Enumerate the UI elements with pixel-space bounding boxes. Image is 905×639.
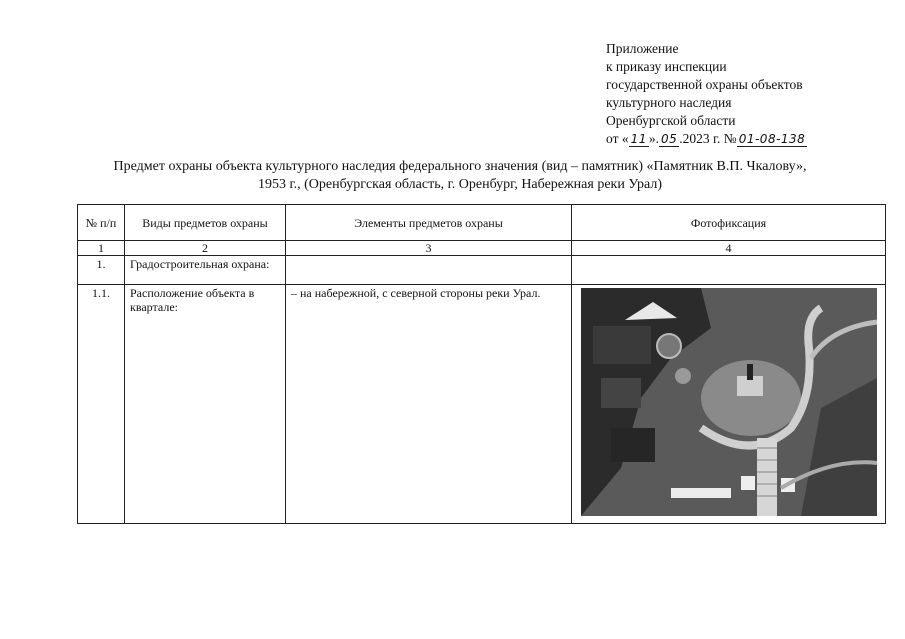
title-line-2: 1953 г., (Оренбургская область, г. Оренбург, Набережная реки Урал) xyxy=(257,177,663,192)
date-mid: ». xyxy=(648,131,660,146)
header-types: Виды предметов охраны xyxy=(125,205,286,241)
column-number-4: 4 xyxy=(572,241,886,256)
document-number: 01-08-138 xyxy=(738,132,806,146)
header-elements: Элементы предметов охраны xyxy=(286,205,572,241)
annex-line-1: Приложение xyxy=(606,41,679,56)
row-elements: – на набережной, с северной стороны реки Урал. xyxy=(286,285,572,524)
annex-line-4: культурного наследия xyxy=(606,95,732,110)
section-number: 1. xyxy=(78,256,125,285)
date-year: .2023 г. № xyxy=(679,131,737,146)
annex-block xyxy=(606,40,866,148)
annex-line-5: Оренбургской области xyxy=(606,113,736,128)
date-month: 05 xyxy=(661,132,678,146)
photo-cell xyxy=(572,285,886,524)
header-number: № п/п xyxy=(78,205,125,241)
column-number-row xyxy=(78,241,886,256)
column-number-1: 1 xyxy=(78,241,125,256)
aerial-photo xyxy=(581,288,877,516)
section-row xyxy=(78,256,886,285)
document-title xyxy=(70,158,850,194)
date-day: 11 xyxy=(630,132,647,146)
row-number: 1.1. xyxy=(78,285,125,524)
date-prefix: от « xyxy=(606,131,629,146)
row-type: Расположение объекта в квартале: xyxy=(125,285,286,524)
annex-line-3: государственной охраны объектов xyxy=(606,77,803,92)
title-line-1: Предмет охраны объекта культурного наследия федерального значения (вид – памятник) «Памятник В.П. Чкалову», xyxy=(113,159,807,174)
annex-line-2: к приказу инспекции xyxy=(606,59,727,74)
protection-table xyxy=(77,204,886,524)
table-header-row xyxy=(78,205,886,241)
section-label: Градостроительная охрана: xyxy=(125,256,286,285)
table-row xyxy=(78,285,886,524)
annex-date-line xyxy=(606,130,866,148)
header-photo: Фотофиксация xyxy=(572,205,886,241)
section-empty-2 xyxy=(572,256,886,285)
section-empty-1 xyxy=(286,256,572,285)
column-number-2: 2 xyxy=(125,241,286,256)
column-number-3: 3 xyxy=(286,241,572,256)
